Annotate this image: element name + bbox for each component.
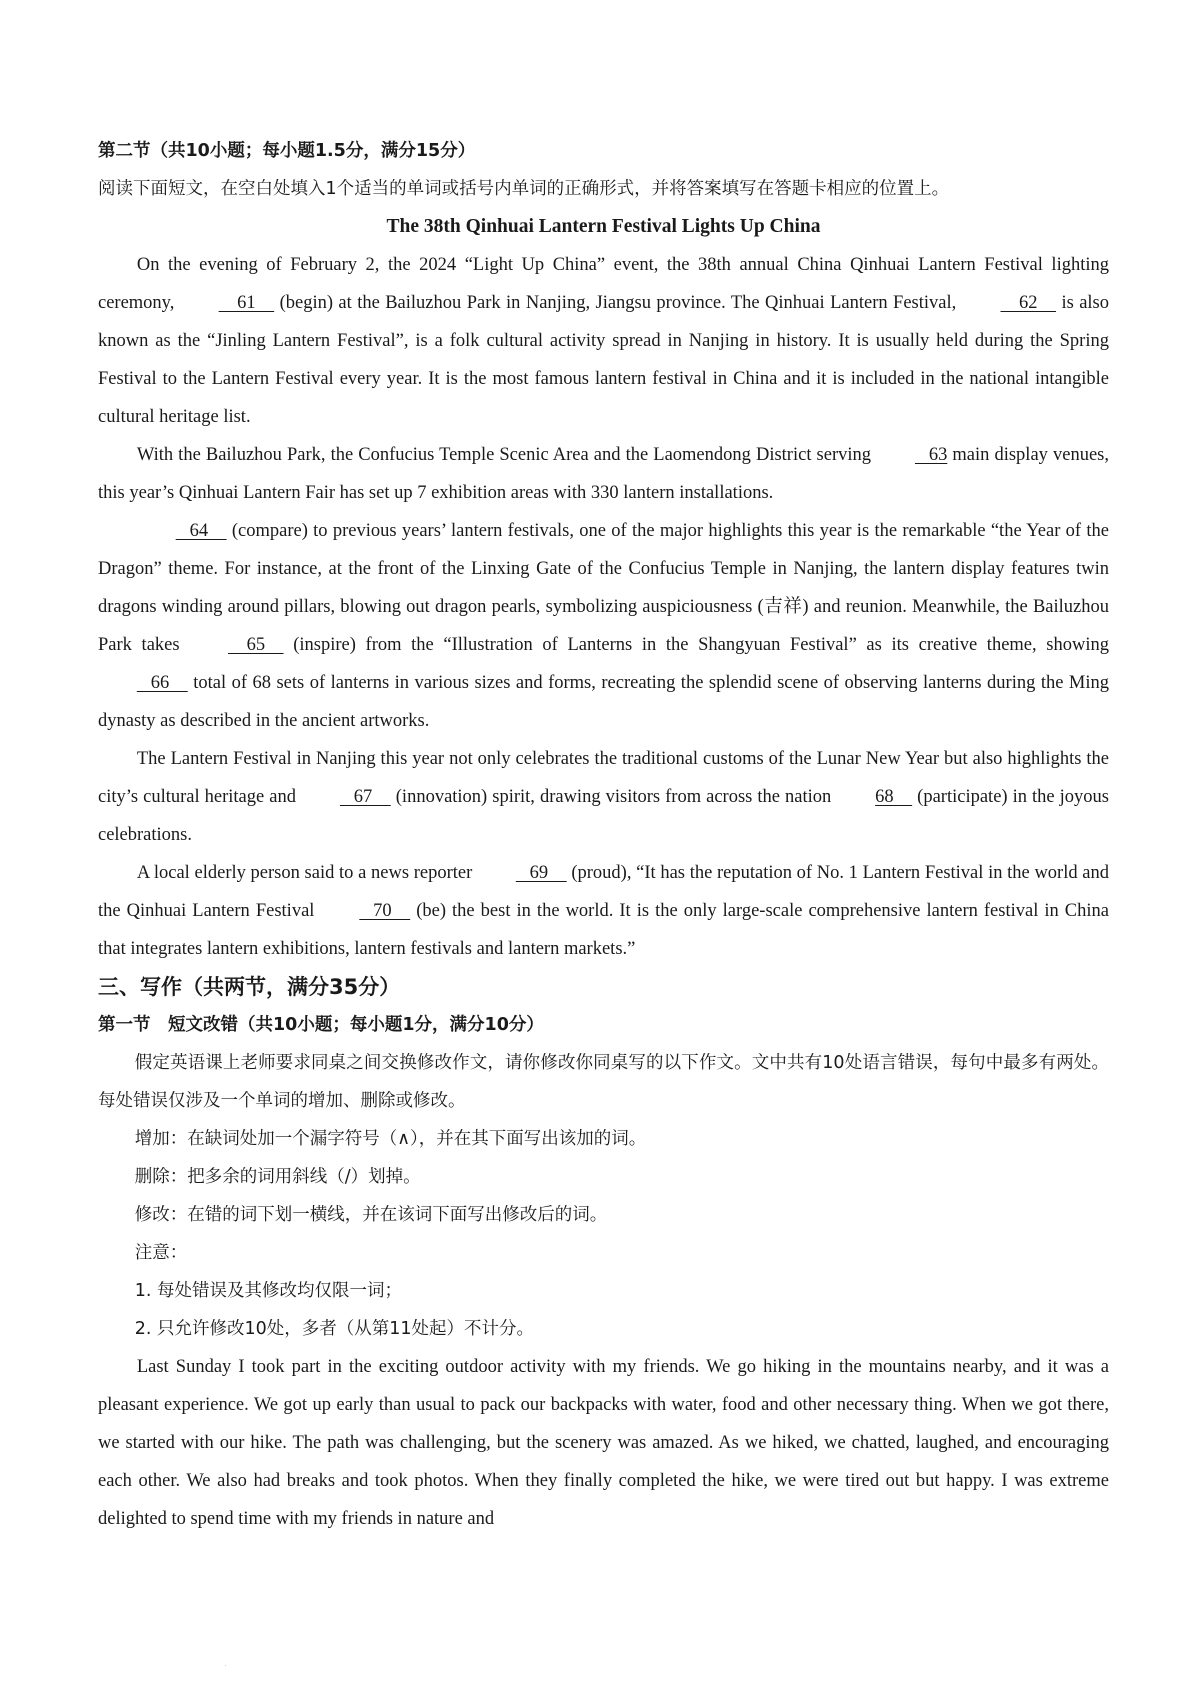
- text-run: (proud), “It has the reputation of No. 1 Lantern Festival in the world and the Qinhuai Lantern Festival: [98, 863, 1109, 921]
- section-instruction: 阅读下面短文，在空白处填入1个适当的单词或括号内单词的正确形式，并将答案填写在答题卡相应的位置上。: [98, 179, 950, 199]
- blank-68: 68: [875, 787, 913, 807]
- rule-modify: 修改：在错的词下划一横线，并在该词下面写出修改后的词。: [134, 1205, 608, 1225]
- blank-64: 64: [175, 521, 227, 541]
- rule-delete: 删除：把多余的词用斜线（/）划掉。: [134, 1167, 421, 1187]
- text-run: (innovation) spirit, drawing visitors from across the nation: [390, 787, 837, 807]
- article-paragraph-2: [98, 436, 1109, 512]
- section-heading: 第二节（共10小题；每小题1.5分，满分15分）: [98, 141, 476, 161]
- blank-61: 61: [218, 293, 275, 313]
- article-paragraph-5: [98, 854, 1109, 968]
- rule-add: 增加：在缺词处加一个漏字符号（∧），并在其下面写出该加的词。: [134, 1129, 647, 1149]
- text-run: On the evening of February 2, the 2024 “Light Up China” event, the 38th annual China Qinhuai Lantern Festival lighting ceremony,: [98, 255, 1109, 313]
- text-run: is also known as the “Jinling Lantern Festival”, is a folk cultural activity spread in Nanjing in history. It is usually held during the Spring Festival to the Lantern Festival every year. It is the most famous lantern festival in China and it is included in the national intangible cultural heritage list.: [98, 293, 1110, 427]
- note-1: 1. 每处错误及其修改均仅限一词；: [134, 1281, 403, 1301]
- blank-66: 66: [136, 673, 188, 693]
- note-label: 注意：: [134, 1243, 188, 1263]
- error-correction-intro: 假定英语课上老师要求同桌之间交换修改作文，请你修改你同桌写的以下作文。文中共有10处语言错误，每句中最多有两处。每处错误仅涉及一个单词的增加、删除或修改。: [98, 1053, 1109, 1111]
- writing-section-heading: 三、写作（共两节，满分35分）: [98, 975, 401, 999]
- blank-65: 65: [228, 635, 284, 655]
- blank-69: 69: [515, 863, 567, 883]
- text-run: The Lantern Festival in Nanjing this year not only celebrates the traditional customs of the Lunar New Year but also highlights the city’s cultural heritage and: [98, 749, 1109, 807]
- error-correction-heading: 第一节 短文改错（共10小题；每小题1分，满分10分）: [98, 1015, 544, 1035]
- text-run: With the Bailuzhou Park, the Confucius Temple Scenic Area and the Laomendong District serving: [136, 445, 877, 465]
- text-run: (inspire) from the “Illustration of Lanterns in the Shangyuan Festival” as its creative theme, showing: [283, 635, 1109, 655]
- article-paragraph-4: [98, 740, 1109, 854]
- article-paragraph-1: [98, 246, 1109, 436]
- exam-page: [98, 132, 1109, 1538]
- text-run: (be) the best in the world. It is the only large-scale comprehensive lantern festival in China that integrates lantern exhibitions, lantern festivals and lantern markets.”: [98, 901, 1109, 959]
- text-run: (participate) in the joyous celebrations.: [98, 787, 1109, 845]
- blank-63: 63: [914, 445, 948, 465]
- blank-70: 70: [359, 901, 411, 921]
- text-run: total of 68 sets of lanterns in various sizes and forms, recreating the splendid scene of observing lanterns during the Ming dynasty as described in the ancient artworks.: [98, 673, 1109, 731]
- essay-paragraph: Last Sunday I took part in the exciting outdoor activity with my friends. We go hiking in the mountains nearby, and it was a pleasant experience. We got up early than usual to pack our backpacks with water, food and other necessary thing. When we got there, we started with our hike. The path was challenging, but the scenery was amazed. As we hiked, we chatted, laughed, and encouraging each other. We also had breaks and took photos. When they finally completed the hike, we were tired out but happy. I was extreme delighted to spend time with my friends in nature and: [98, 1357, 1109, 1529]
- blank-62: 62: [1000, 293, 1057, 313]
- text-run: (begin) at the Bailuzhou Park in Nanjing, Jiangsu province. The Qinhuai Lantern Festival,: [274, 293, 962, 313]
- article-title: The 38th Qinhuai Lantern Festival Lights Up China: [386, 216, 821, 237]
- note-2: 2. 只允许修改10处，多者（从第11处起）不计分。: [134, 1319, 535, 1339]
- text-run: (compare) to previous years’ lantern festivals, one of the major highlights this year is the remarkable “the Year of the Dragon” theme. For instance, at the front of the Linxing Gate of the Confucius Temple in Nanjing, the lantern display features twin dragons winding around pillars, blowing out dragon pearls, symbolizing auspiciousness (吉祥) and reunion. Meanwhile, the Bailuzhou Park takes: [98, 521, 1109, 655]
- footer-dot: ·: [224, 1660, 227, 1670]
- text-run: A local elderly person said to a news reporter: [136, 863, 477, 883]
- blank-67: 67: [339, 787, 391, 807]
- text-run: main display venues, this year’s Qinhuai Lantern Fair has set up 7 exhibition areas with 330 lantern installations.: [98, 445, 1109, 503]
- article-paragraph-3: [98, 512, 1109, 740]
